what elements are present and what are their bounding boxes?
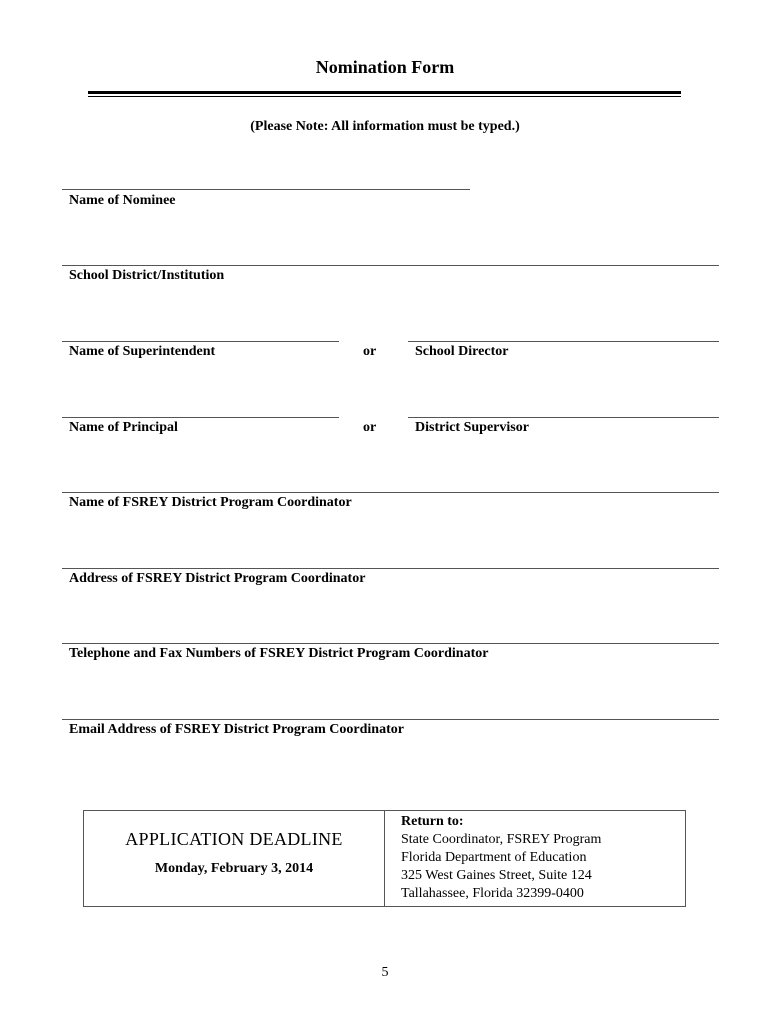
district-supervisor-line[interactable] — [408, 417, 719, 418]
return-address-line-3: 325 West Gaines Street, Suite 124 — [401, 868, 592, 883]
school-director-label: School Director — [415, 344, 509, 359]
superintendent-line[interactable] — [62, 341, 339, 342]
nominee-line[interactable] — [62, 189, 470, 190]
typing-note: (Please Note: All information must be typed.) — [250, 119, 520, 134]
deadline-box-divider — [384, 810, 385, 907]
coordinator-email-line[interactable] — [62, 719, 719, 720]
deadline-heading: APPLICATION DEADLINE — [125, 829, 343, 849]
coordinator-email-label: Email Address of FSREY District Program Coordinator — [69, 722, 404, 737]
return-address-line-1: State Coordinator, FSREY Program — [401, 832, 602, 847]
district-supervisor-label: District Supervisor — [415, 420, 529, 435]
page-number: 5 — [381, 965, 389, 980]
return-to-label: Return to: — [401, 814, 464, 829]
deadline-date: Monday, February 3, 2014 — [154, 861, 314, 876]
nominee-label: Name of Nominee — [69, 193, 176, 208]
coordinator-phone-fax-line[interactable] — [62, 643, 719, 644]
coordinator-name-label: Name of FSREY District Program Coordinator — [69, 495, 352, 510]
school-district-line[interactable] — [62, 265, 719, 266]
superintendent-or-label: or — [363, 344, 377, 359]
principal-line[interactable] — [62, 417, 339, 418]
school-director-line[interactable] — [408, 341, 719, 342]
coordinator-phone-fax-label: Telephone and Fax Numbers of FSREY District Program Coordinator — [69, 646, 489, 661]
coordinator-address-label: Address of FSREY District Program Coordinator — [69, 571, 366, 586]
title-rule-thick — [88, 91, 681, 94]
return-address-block — [401, 813, 601, 903]
return-address-line-4: Tallahassee, Florida 32399-0400 — [401, 886, 584, 901]
superintendent-label: Name of Superintendent — [69, 344, 216, 359]
return-address-line-2: Florida Department of Education — [401, 850, 587, 865]
school-district-label: School District/Institution — [69, 268, 225, 283]
principal-label: Name of Principal — [69, 420, 178, 435]
title-rule-thin — [88, 96, 681, 97]
form-title: Nomination Form — [315, 57, 455, 77]
coordinator-name-line[interactable] — [62, 492, 719, 493]
principal-or-label: or — [363, 420, 377, 435]
coordinator-address-line[interactable] — [62, 568, 719, 569]
